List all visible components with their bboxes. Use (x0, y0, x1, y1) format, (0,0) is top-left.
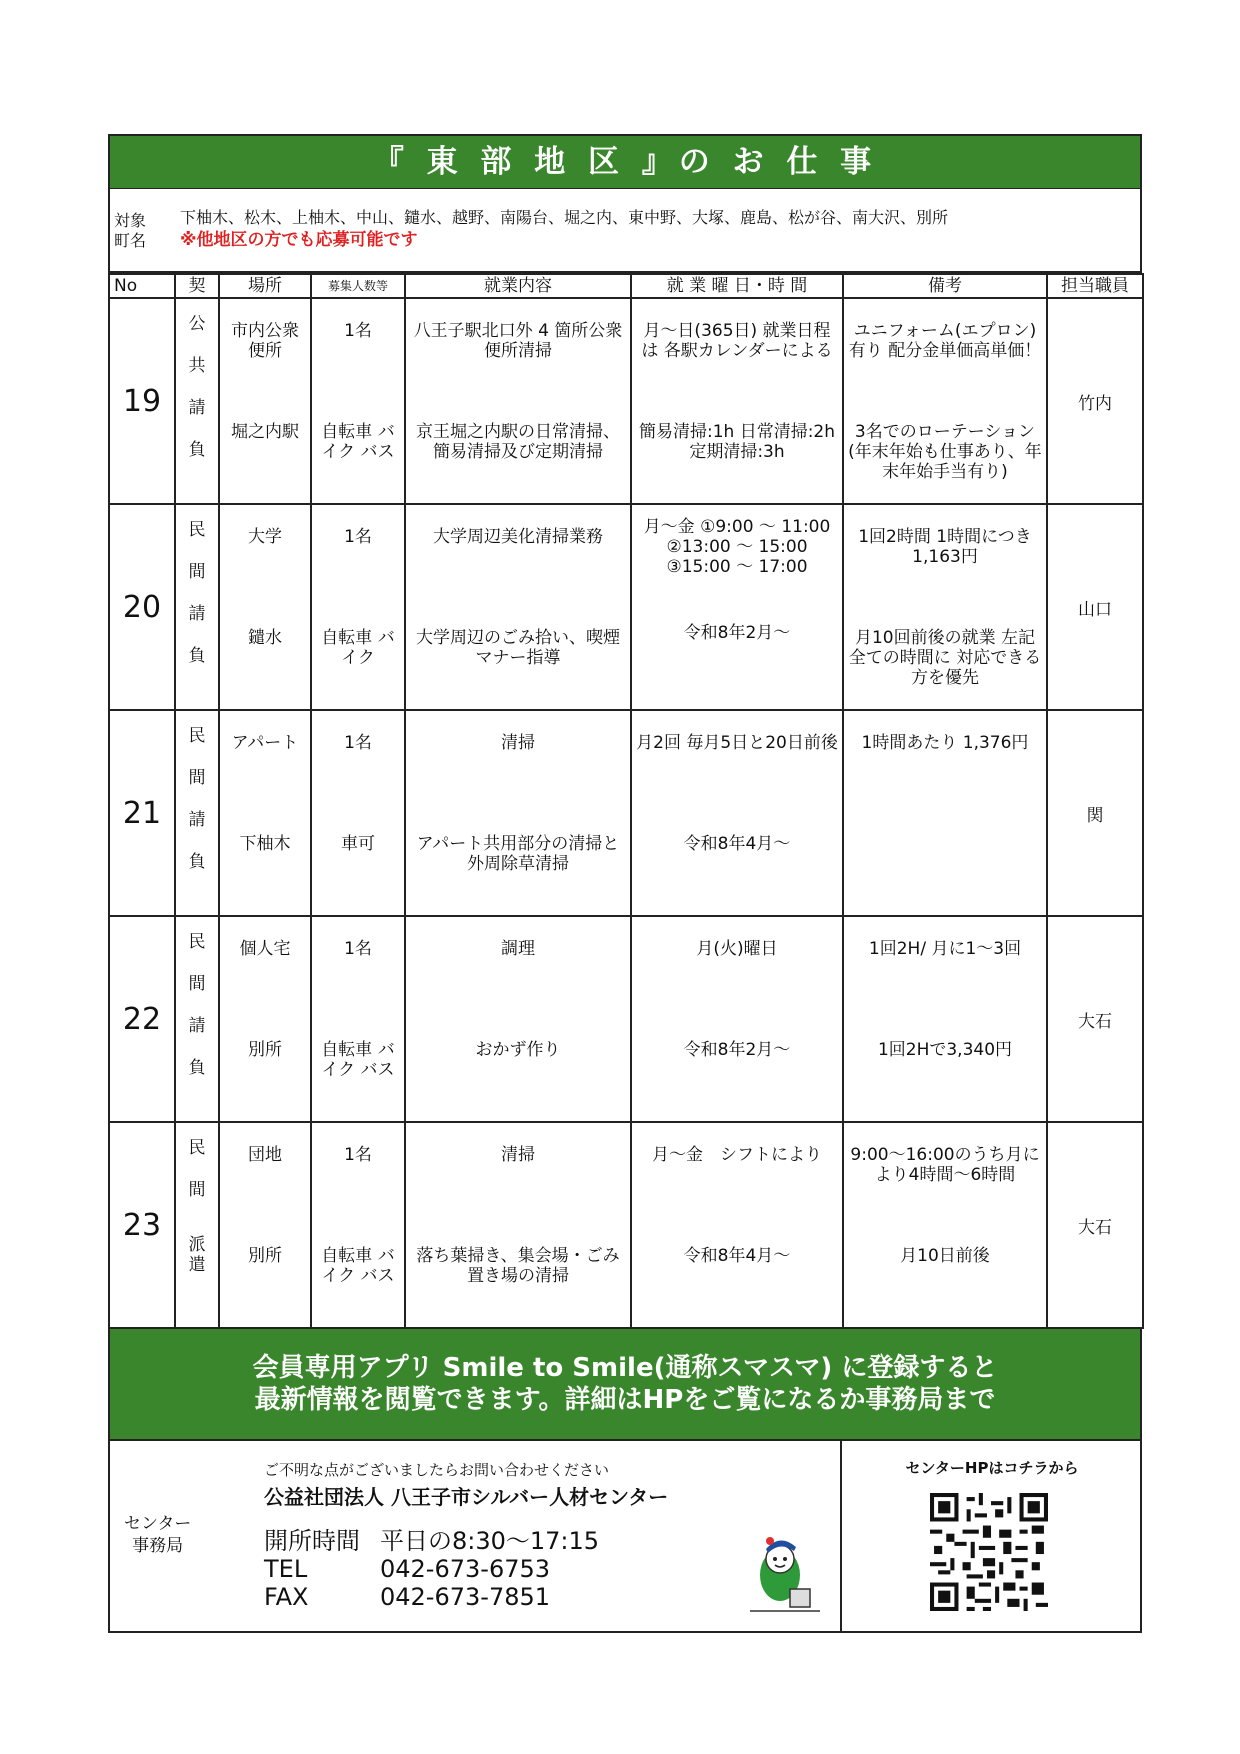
kei-char: 負 (188, 440, 206, 460)
header-note: 備考 (843, 274, 1047, 298)
contract-type (175, 1122, 219, 1328)
job-number: 20 (109, 504, 175, 710)
hp-label: センターHPはコチラから (905, 1459, 1079, 1477)
org-name: 公益社団法人 八王子市シルバー人材センター (264, 1485, 669, 1509)
content-cell (405, 1122, 631, 1328)
count-bottom: 自転車 バイク (321, 628, 395, 668)
note-cell (843, 1122, 1047, 1328)
note-bottom: 1回2Hで3,340円 (877, 1040, 1013, 1060)
kei-char: 負 (188, 646, 206, 666)
table-row (109, 710, 1143, 916)
count-cell (311, 710, 405, 916)
contract-type (175, 710, 219, 916)
kei-char: 民 (188, 932, 206, 952)
time-cell (631, 298, 843, 504)
note-bottom: 月10回前後の就業 左記全ての時間に 対応できる方を優先 (848, 628, 1042, 688)
tel-number: 042-673-6753 (380, 1555, 551, 1583)
time-cell (631, 1122, 843, 1328)
contract-type (175, 504, 219, 710)
content-bottom: 京王堀之内駅の日常清掃、簡易清掃及び定期清掃 (416, 422, 620, 462)
staff-cell: 大石 (1047, 1122, 1143, 1328)
content-cell (405, 916, 631, 1122)
kei-char: 間 (188, 1180, 206, 1200)
area-label (114, 211, 146, 251)
page-title: 『 東 部 地 区 』の お 仕 事 (108, 134, 1142, 188)
kei-char: 民 (188, 726, 206, 746)
inquiry-text: ご不明な点がございましたらお問い合わせください (264, 1461, 610, 1479)
content-bottom: おかず作り (475, 1040, 561, 1060)
note-top: 1時間あたり 1,376円 (861, 733, 1029, 753)
table-row (109, 916, 1143, 1122)
content-bottom: 落ち葉掃き、集会場・ごみ置き場の清掃 (416, 1246, 620, 1286)
kei-char: 請 (188, 604, 206, 624)
count-top: 1名 (344, 733, 372, 753)
place-top: 個人宅 (239, 939, 291, 959)
header-place: 場所 (219, 274, 311, 298)
note-cell (843, 298, 1047, 504)
header-time: 就 業 曜 日・時 間 (631, 274, 843, 298)
count-cell (311, 504, 405, 710)
place-bottom: 鑓水 (248, 628, 282, 648)
contract-type (175, 298, 219, 504)
place-top: アパート (231, 733, 299, 753)
banner-line1: 会員専用アプリ Smile to Smile(通称スマスマ) に登録すると (252, 1353, 998, 1383)
area-label-line2: 町名 (114, 231, 147, 250)
kei-char: 負 (188, 1058, 206, 1078)
tel-line (264, 1555, 599, 1583)
staff-cell: 山口 (1047, 504, 1143, 710)
note-cell (843, 504, 1047, 710)
kei-char: 遣 (188, 1255, 206, 1275)
place-bottom: 下柚木 (239, 834, 291, 854)
content-top: 調理 (501, 939, 535, 959)
content-top: 清掃 (501, 733, 535, 753)
time-bottom: 令和8年2月～ (683, 1040, 791, 1060)
kei-char: 間 (188, 974, 206, 994)
kei-char: 民 (188, 520, 206, 540)
time-bottom: 令和8年4月～ (683, 1246, 791, 1266)
count-bottom: 車可 (341, 834, 375, 854)
hours-line (264, 1527, 599, 1555)
fax-line (264, 1583, 599, 1611)
staff-cell: 大石 (1047, 916, 1143, 1122)
job-number: 23 (109, 1122, 175, 1328)
time-cell (631, 504, 843, 710)
banner-line2: 最新情報を閲覧できます。詳細はHPをご覧になるか事務局まで (254, 1385, 996, 1415)
header-content: 就業内容 (405, 274, 631, 298)
header-count: 募集人数等 (311, 274, 405, 298)
kei-char: 間 (188, 768, 206, 788)
office-line2: 事務局 (132, 1536, 184, 1556)
hours-value: 平日の8:30～17:15 (380, 1527, 600, 1555)
time-bottom: 令和8年4月～ (683, 834, 791, 854)
hours-label: 開所時間 (264, 1527, 360, 1555)
target-area (108, 188, 1142, 273)
note-cell (843, 710, 1047, 916)
time-bottom: 簡易清掃:1h 日常清掃:2h 定期清掃:3h (638, 422, 836, 462)
place-bottom: 別所 (248, 1246, 282, 1266)
kei-char: 負 (188, 852, 206, 872)
fax-number: 042-673-7851 (380, 1583, 551, 1611)
contract-type (175, 916, 219, 1122)
content-top: 清掃 (501, 1145, 535, 1165)
count-cell (311, 916, 405, 1122)
time-top: 月(火)曜日 (696, 939, 778, 959)
contact-details (264, 1527, 599, 1611)
town-list: 下柚木、松木、上柚木、中山、鑓水、越野、南陽台、堀之内、東中野、大塚、鹿島、松が谷、南大沢、別所 (180, 208, 949, 227)
jobs-table (108, 273, 1144, 1329)
qr-code-icon[interactable] (930, 1493, 1048, 1611)
content-cell (405, 298, 631, 504)
content-top: 大学周辺美化清掃業務 (433, 527, 603, 547)
kei-char: 間 (188, 562, 206, 582)
count-cell (311, 298, 405, 504)
note-cell (843, 916, 1047, 1122)
count-bottom: 自転車 バイク バス (321, 1246, 395, 1286)
place-cell (219, 1122, 311, 1328)
note-top: 9:00～16:00のうち月により4時間～6時間 (850, 1145, 1040, 1185)
count-top: 1名 (344, 321, 372, 341)
content-cell (405, 504, 631, 710)
count-top: 1名 (344, 1145, 372, 1165)
job-number: 21 (109, 710, 175, 916)
note-bottom: 月10日前後 (900, 1246, 990, 1266)
content-top: 八王子駅北口外 4 箇所公衆便所清掃 (413, 321, 623, 361)
content-bottom: 大学周辺のごみ拾い、喫煙マナー指導 (416, 628, 620, 668)
table-header (109, 274, 1143, 298)
time-cell (631, 710, 843, 916)
kei-char: 派 (188, 1235, 206, 1255)
time-top: 月～日(365日) 就業日程は 各駅カレンダーによる (641, 321, 833, 361)
place-top: 市内公衆便所 (231, 321, 299, 361)
kei-char: 共 (188, 356, 206, 376)
content-cell (405, 710, 631, 916)
kei-char: 請 (188, 1016, 206, 1036)
area-note: ※他地区の方でも応募可能です (180, 230, 418, 250)
note-bottom (844, 814, 1046, 915)
time-top: 月2回 毎月5日と20日前後 (636, 733, 838, 753)
place-cell (219, 916, 311, 1122)
place-cell (219, 298, 311, 504)
table-row (109, 1122, 1143, 1328)
count-bottom: 自転車 バイク バス (321, 1040, 395, 1080)
count-cell (311, 1122, 405, 1328)
place-bottom: 別所 (248, 1040, 282, 1060)
kei-char: 民 (188, 1138, 206, 1158)
mascot-icon (750, 1527, 820, 1617)
header-no: No (109, 274, 175, 298)
time-top: 月～金 ①9:00 ～ 11:00 ②13:00 ～ 15:00 ③15:00 ～ 17:00 (643, 517, 831, 577)
staff-cell: 竹内 (1047, 298, 1143, 504)
place-top: 大学 (248, 527, 282, 547)
tel-label: TEL (264, 1555, 308, 1583)
job-number: 22 (109, 916, 175, 1122)
place-bottom: 堀之内駅 (231, 422, 299, 442)
job-sheet (108, 134, 1142, 1633)
content-bottom: アパート共用部分の清掃と外周除草清掃 (416, 834, 620, 874)
count-top: 1名 (344, 527, 372, 547)
header-kei: 契 (175, 274, 219, 298)
note-top: ユニフォーム(エプロン)有り 配分金単価高単価！ (848, 321, 1042, 361)
time-cell (631, 916, 843, 1122)
office-line1: センター (124, 1514, 192, 1534)
area-label-line1: 対象 (114, 211, 147, 230)
place-cell (219, 504, 311, 710)
app-banner (108, 1329, 1142, 1441)
place-cell (219, 710, 311, 916)
table-row (109, 504, 1143, 710)
area-towns (180, 207, 948, 251)
kei-char: 請 (188, 398, 206, 418)
kei-char: 請 (188, 810, 206, 830)
hp-section (842, 1441, 1142, 1631)
place-top: 団地 (248, 1145, 282, 1165)
time-top: 月～金 シフトにより (652, 1145, 822, 1165)
job-number: 19 (109, 298, 175, 504)
staff-cell: 関 (1047, 710, 1143, 916)
header-staff: 担当職員 (1047, 274, 1143, 298)
note-top: 1回2時間 1時間につき1,163円 (858, 527, 1032, 567)
note-bottom: 3名でのローテーション (年末年始も仕事あり、年末年始手当有り) (848, 422, 1042, 482)
kei-char: 公 (188, 314, 206, 334)
fax-label: FAX (264, 1583, 309, 1611)
count-top: 1名 (344, 939, 372, 959)
office-label (124, 1513, 191, 1557)
contact-section (110, 1441, 842, 1631)
note-top: 1回2H/ 月に1～3回 (868, 939, 1022, 959)
footer (108, 1441, 1142, 1633)
table-row (109, 298, 1143, 504)
count-bottom: 自転車 バイク バス (321, 422, 395, 462)
time-bottom: 令和8年2月～ (683, 623, 791, 643)
